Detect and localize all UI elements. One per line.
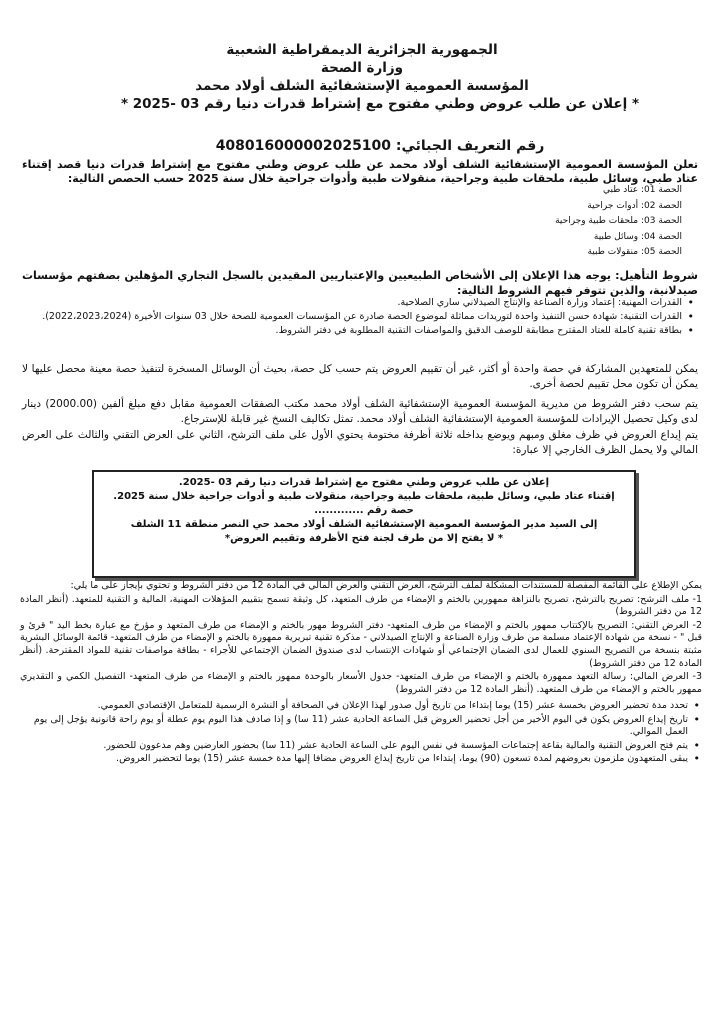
qualification-heading: شروط التأهيل: يوجه هذا الإعلان إلى الأشخاص الطبيعيين والإعتباريين المقيدين بالسجل التجاري المؤهلين بصفتهم مؤسسات صيدلانية، والذين تتوفر فيهم الشروط التالية: bbox=[22, 269, 698, 297]
lots-list bbox=[555, 183, 682, 261]
envelope-box bbox=[92, 470, 636, 578]
ministry-heading: وزارة الصحة bbox=[320, 60, 404, 76]
lot-evaluation-paragraph: يمكن للمتعهدين المشاركة في حصة واحدة أو أكثر، غير أن تقييم العروض يتم حسب كل حصة، بحيث أن الوسائل المسخرة لتنفيذ حصة معينة محصل عليها لا يمكن أن تكون محل تقييم لحصة أخرى. bbox=[22, 363, 698, 390]
financial-offer: 3- العرض المالي: رسالة التعهد ممهورة بالختم و الإمضاء من طرف المتعهد- جدول الأسعار بالوحدة ممهور بالختم و الإمضاء من طرف المتعهد- التفصيل الكمي و التقديري ممهور بالختم و الإمضاء من طرف المتعهد. (أنظر المادة 12 من دفتر الشروط) bbox=[20, 671, 702, 695]
conditions-list bbox=[30, 296, 696, 338]
fiscal-id: رقم التعريف الجبائي: 408016000002025100 bbox=[215, 138, 545, 154]
envelope-line: إعلان عن طلب عروض وطني مفتوح مع إشتراط قدرات دنيا رقم 03 -2025. bbox=[178, 477, 550, 488]
republic-heading: الجمهورية الجزائرية الديمقراطية الشعبية bbox=[226, 42, 498, 58]
technical-offer: 2- العرض التقني: التصريح بالإكتتاب ممهور بالختم و الإمضاء من طرف المتعهد- دفتر الشروط مهور بالختم و الإمضاء من طرف المتعهد و مؤرخ مع عبارة بخط اليد " قرئ و قبل " - نسخة من شهادة الإعتماد مسلمة من طرف وزارة الصناعة و الإنتاج الصيدلاني - مذكرة تقنية تبريرية ممهورة بالختم و الإمضاء من طرف المتعهد- قائمة الوسائل البشرية مثبتة بنسخة من التصريح السنوي للعمال لدى الضمان الإجتماعي أو شهادات الإنتساب لدى صندوق الضمان الإجتماعي للأجراء - بطاقة مواصفات تقنية للمواد المقترحة. (أنظر المادة 12 من دفتر الشروط) bbox=[20, 619, 702, 669]
lot-item: الحصة 05: منقولات طبية bbox=[587, 247, 682, 257]
envelope-line: إقتناء عتاد طبي، وسائل طبية، ملحقات طبية وجراحية، منقولات طبية و أدوات جراحية خلال سنة 2025. bbox=[113, 491, 615, 502]
lot-item: الحصة 02: أدوات جراحية bbox=[587, 200, 682, 211]
final-note: • تاريخ إيداع العروض يكون في اليوم الأخير من أجل تحضير العروض قبل الساعة الحادية عشر (11 سا) و إذا صادف هذا اليوم يوم عطلة أو يوم راحة قانونية يؤجل إلى يوم العمل الموالي. bbox=[20, 714, 688, 739]
notice-title: * إعلان عن طلب عروض وطني مفتوح مع إشتراط قدرات دنيا رقم 03 -2025 * bbox=[120, 96, 640, 112]
submission-intro: يمكن الإطلاع على القائمة المفصلة للمستندات المشكلة لملف الترشح، العرض التقني والعرض المالي في المادة 12 من دفتر الشروط و تحتوي بإيجاز على ما يلي: bbox=[70, 580, 702, 591]
submission-section bbox=[20, 580, 702, 697]
lot-item: الحصة 04: وسائل طبية bbox=[593, 231, 682, 242]
condition-item: • القدرات المهنية: إعتماد وزارة الصناعة والإنتاج الصيدلاني ساري الصلاحية. bbox=[30, 296, 682, 309]
condition-item: • القدرات التقنية: شهادة حسن التنفيذ واحدة لتوريدات مماثلة لموضوع الحصة صادرة عن المؤسسات العمومية للصحة خلال 03 سنوات الأخيرة (2022،2023،2024). bbox=[30, 310, 682, 323]
final-notes-list bbox=[20, 700, 702, 767]
envelope-line: حصة رقم ............. bbox=[314, 505, 414, 516]
final-note: • يتم فتح العروض التقنية والمالية بقاعة إجتماعات المؤسسة في نفس اليوم على الساعة الحادية عشر (11 سا) بحضور العارضين وهم مدعوون للحضور. bbox=[20, 740, 688, 753]
candidacy-file: 1- ملف الترشح: تصريح بالترشح، تصريح بالنزاهة ممهورين بالختم و الإمضاء من طرف المتعهد، كل وثيقة تسمح بتقييم المؤهلات المهنية، المالية و التقنية للمتعهد. (أنظر المادة 12 من دفتر الشروط) bbox=[20, 593, 702, 618]
final-note: • يبقى المتعهدون ملزمون بعروضهم لمدة تسعون (90) يوما، إبتداءا من تاريخ إيداع العروض مضافا إليها مدة خمسة عشر (15) يوما لتحضير العروض. bbox=[20, 753, 688, 766]
institution-heading: المؤسسة العمومية الإستشفائية الشلف أولاد محمد bbox=[195, 78, 529, 94]
envelope-paragraph: يتم إيداع العروض في ظرف مغلق ومبهم ويوضع بداخله ثلاثة أظرفة مختومة يحتوي الأول على ملف الترشح، الثاني على العرض التقني والثالث على العرض المالي ولا يحمل الظرف الخارجي إلا عبارة: bbox=[22, 429, 698, 456]
rules-paragraphs bbox=[22, 362, 698, 457]
intro-paragraph: تعلن المؤسسة العمومية الإستشفائية الشلف أولاد محمد عن طلب عروض وطني مفتوح مع إشتراط قدرات دنيا قصد إقتناء عتاد طبي، وسائل طبية، ملحقات طبية وجراحية، منقولات طبية وأدوات جراحية خلال سنة 2025 حسب الحصص التالية: bbox=[22, 158, 698, 185]
spec-withdrawal-paragraph: يتم سحب دفتر الشروط من مديرية المؤسسة العمومية الإستشفائية الشلف أولاد محمد مكتب الصفقات العمومية مقابل دفع مبلغ ألفين (2000.00) دينار لدى وكيل تحصيل الإيرادات للمؤسسة العمومية الإستشفائية الشلف أولاد محمد. تمثل تكاليف النسخ غير قابلة للإسترجاع. bbox=[22, 398, 698, 425]
final-note: • تحدد مدة تحضير العروض بخمسة عشر (15) يوما إبتداءا من تاريخ أول صدور لهذا الإعلان في الصحافة أو النشرة الرسمية للمتعامل الإقتصادي العمومي. bbox=[20, 700, 688, 713]
envelope-line: * لا يفتح إلا من طرف لجنة فتح الأظرفة وتقييم العروض* bbox=[224, 533, 504, 544]
lot-item: الحصة 03: ملحقات طبية وجراحية bbox=[555, 216, 682, 226]
lot-item: الحصة 01: عتاد طبي bbox=[603, 185, 682, 195]
envelope-line: إلى السيد مدير المؤسسة العمومية الإستشفائية الشلف أولاد محمد حي النصر منطقة 11 الشلف bbox=[130, 519, 598, 530]
condition-item: • بطاقة تقنية كاملة للعتاد المقترح مطابقة للوصف الدقيق والمواصفات التقنية المطلوبة في دفتر الشروط. bbox=[30, 324, 682, 337]
